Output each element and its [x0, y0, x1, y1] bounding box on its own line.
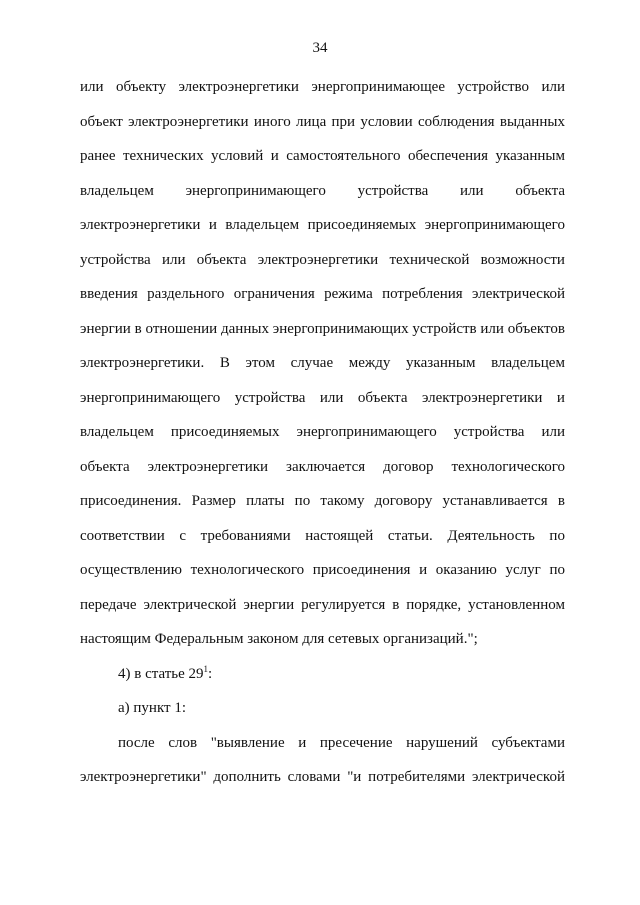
- word: "выявление: [210, 734, 285, 751]
- text-line: [80, 316, 565, 351]
- word: после: [118, 734, 155, 751]
- word: настоящей: [305, 527, 374, 544]
- word: или: [460, 182, 484, 199]
- word: порядке,: [406, 596, 462, 613]
- word: пресечение: [319, 734, 393, 751]
- word: условии: [360, 113, 413, 130]
- word: объекта: [357, 389, 408, 406]
- word: по: [549, 527, 565, 544]
- word: введения: [80, 286, 138, 302]
- word: режима: [324, 286, 373, 302]
- text-line: [80, 557, 565, 592]
- word: объектов: [507, 320, 565, 337]
- text-line: [80, 74, 565, 109]
- word: присоединения: [312, 562, 411, 578]
- page-number: 34: [312, 40, 328, 56]
- word: требованиями: [200, 527, 291, 544]
- word: дополнить: [213, 769, 281, 785]
- word: соответствии: [80, 527, 165, 544]
- word: электрической: [472, 769, 565, 785]
- word: объекта: [80, 458, 130, 475]
- word: договор: [383, 458, 434, 475]
- word: самостоятельного: [286, 148, 401, 164]
- word: ограничения: [233, 286, 315, 302]
- word: "и: [347, 769, 362, 785]
- word: устройства: [234, 389, 306, 406]
- word: устройства: [453, 424, 525, 440]
- word: условий: [211, 148, 264, 164]
- word: с: [179, 527, 187, 544]
- word: и: [208, 217, 217, 233]
- text-line: [80, 419, 565, 454]
- word: электроэнергетики: [257, 251, 379, 268]
- word: энергопринимающего: [424, 217, 565, 233]
- text-line: [80, 592, 565, 627]
- word: между: [348, 355, 391, 371]
- item-4-colon: :: [208, 665, 213, 682]
- word: потребителями: [368, 769, 466, 785]
- word: при: [331, 113, 356, 130]
- word: устройств: [412, 320, 477, 337]
- word: устройства: [357, 182, 429, 199]
- text-line: [80, 281, 565, 316]
- word: возможности: [480, 251, 565, 268]
- word: энергопринимающего: [80, 389, 221, 406]
- word: объект: [80, 113, 123, 130]
- word: выданных: [499, 113, 565, 130]
- word: электроэнергетики: [147, 458, 269, 475]
- word: энергопринимающее: [311, 79, 445, 95]
- word: иного: [253, 113, 291, 130]
- word: устройства: [80, 251, 151, 268]
- word: владельцем: [491, 355, 565, 371]
- word: или: [161, 251, 186, 268]
- word: слов: [168, 734, 198, 751]
- word: в: [134, 320, 142, 337]
- item-4-text: 4) в статье 29: [118, 665, 204, 682]
- text-line: [80, 350, 565, 385]
- word: случае: [290, 355, 334, 371]
- word: присоединения.: [80, 493, 182, 509]
- word: электроэнергетики": [80, 769, 207, 785]
- word: и: [419, 562, 428, 578]
- word: или: [541, 79, 565, 95]
- word: регулируется: [301, 596, 386, 613]
- word: владельцем: [225, 217, 300, 233]
- word: энергии: [80, 320, 131, 337]
- word: обеспечения: [407, 148, 489, 164]
- word: Деятельность: [447, 527, 535, 544]
- word: присоединяемых: [307, 217, 417, 233]
- word: владельцем: [80, 424, 154, 440]
- word: электроэнергетики: [421, 389, 543, 406]
- text-line: [80, 212, 565, 247]
- word: электрической: [472, 286, 565, 302]
- word: энергопринимающего: [296, 424, 437, 440]
- word: заключается: [286, 458, 366, 475]
- word: платы: [246, 493, 285, 509]
- text-line: [80, 178, 565, 213]
- word: энергопринимающих: [272, 320, 409, 337]
- word: и: [270, 148, 279, 164]
- word: в: [557, 493, 565, 509]
- word: соблюдения: [417, 113, 495, 130]
- list-item-a: а) пункт 1:: [118, 700, 187, 716]
- word: услуг: [505, 562, 541, 578]
- word: технической: [389, 251, 470, 268]
- word: или: [541, 424, 565, 440]
- word: такому: [320, 493, 365, 509]
- word: устанавливается: [442, 493, 548, 509]
- amendment-line-2: [80, 764, 565, 799]
- word: или: [480, 320, 504, 337]
- word: статьи.: [387, 527, 433, 544]
- word: технологического: [190, 562, 305, 578]
- text-line: [80, 454, 565, 489]
- list-item-4: [80, 661, 565, 696]
- word: субъектами: [491, 734, 565, 751]
- word: по: [549, 562, 565, 578]
- word: В: [219, 355, 230, 371]
- word: или: [80, 79, 104, 95]
- word: энергии: [243, 596, 295, 613]
- word: владельцем: [80, 182, 154, 199]
- item-4-superscript: 1: [203, 663, 209, 674]
- word: осуществлению: [80, 562, 182, 578]
- word: указанным: [495, 148, 565, 164]
- word: лица: [296, 113, 327, 130]
- amendment-line-1: [80, 730, 565, 765]
- text-line: [80, 109, 565, 144]
- word: указанным: [406, 355, 476, 371]
- word: этом: [245, 355, 275, 371]
- word: передаче: [80, 596, 137, 613]
- word: Размер: [191, 493, 236, 509]
- word: и: [556, 389, 565, 406]
- word: отношении: [145, 320, 218, 337]
- text-line: [80, 143, 565, 178]
- word: по: [294, 493, 311, 509]
- word: электроэнергетики: [80, 217, 201, 233]
- word: словами: [287, 769, 341, 785]
- text-line: [80, 247, 565, 282]
- document-body: [80, 74, 565, 799]
- word: данных: [221, 320, 269, 337]
- word: технологического: [451, 458, 565, 475]
- word: объекта: [515, 182, 565, 199]
- text-line: [80, 488, 565, 523]
- word: оказанию: [435, 562, 497, 578]
- text-line: [80, 523, 565, 558]
- word: присоединяемых: [170, 424, 280, 440]
- word: электроэнергетики: [178, 79, 299, 95]
- word: электроэнергетики: [128, 113, 249, 130]
- paragraph-last-line: настоящим Федеральным законом для сетевых организаций.";: [80, 631, 478, 647]
- word: технических: [122, 148, 204, 164]
- word: раздельного: [147, 286, 225, 302]
- text-line: [80, 385, 565, 420]
- word: электрической: [143, 596, 237, 613]
- word: договору: [374, 493, 433, 509]
- word: и: [298, 734, 307, 751]
- word: энергопринимающего: [185, 182, 326, 199]
- word: ранее: [80, 148, 116, 164]
- word: или: [319, 389, 344, 406]
- word: электроэнергетики.: [80, 355, 205, 371]
- word: устройство: [457, 79, 530, 95]
- word: в: [392, 596, 400, 613]
- word: объекта: [196, 251, 247, 268]
- word: потребления: [382, 286, 463, 302]
- word: объекту: [115, 79, 167, 95]
- word: установленном: [468, 596, 565, 613]
- word: нарушений: [406, 734, 478, 751]
- paragraph-continuation: [80, 74, 565, 626]
